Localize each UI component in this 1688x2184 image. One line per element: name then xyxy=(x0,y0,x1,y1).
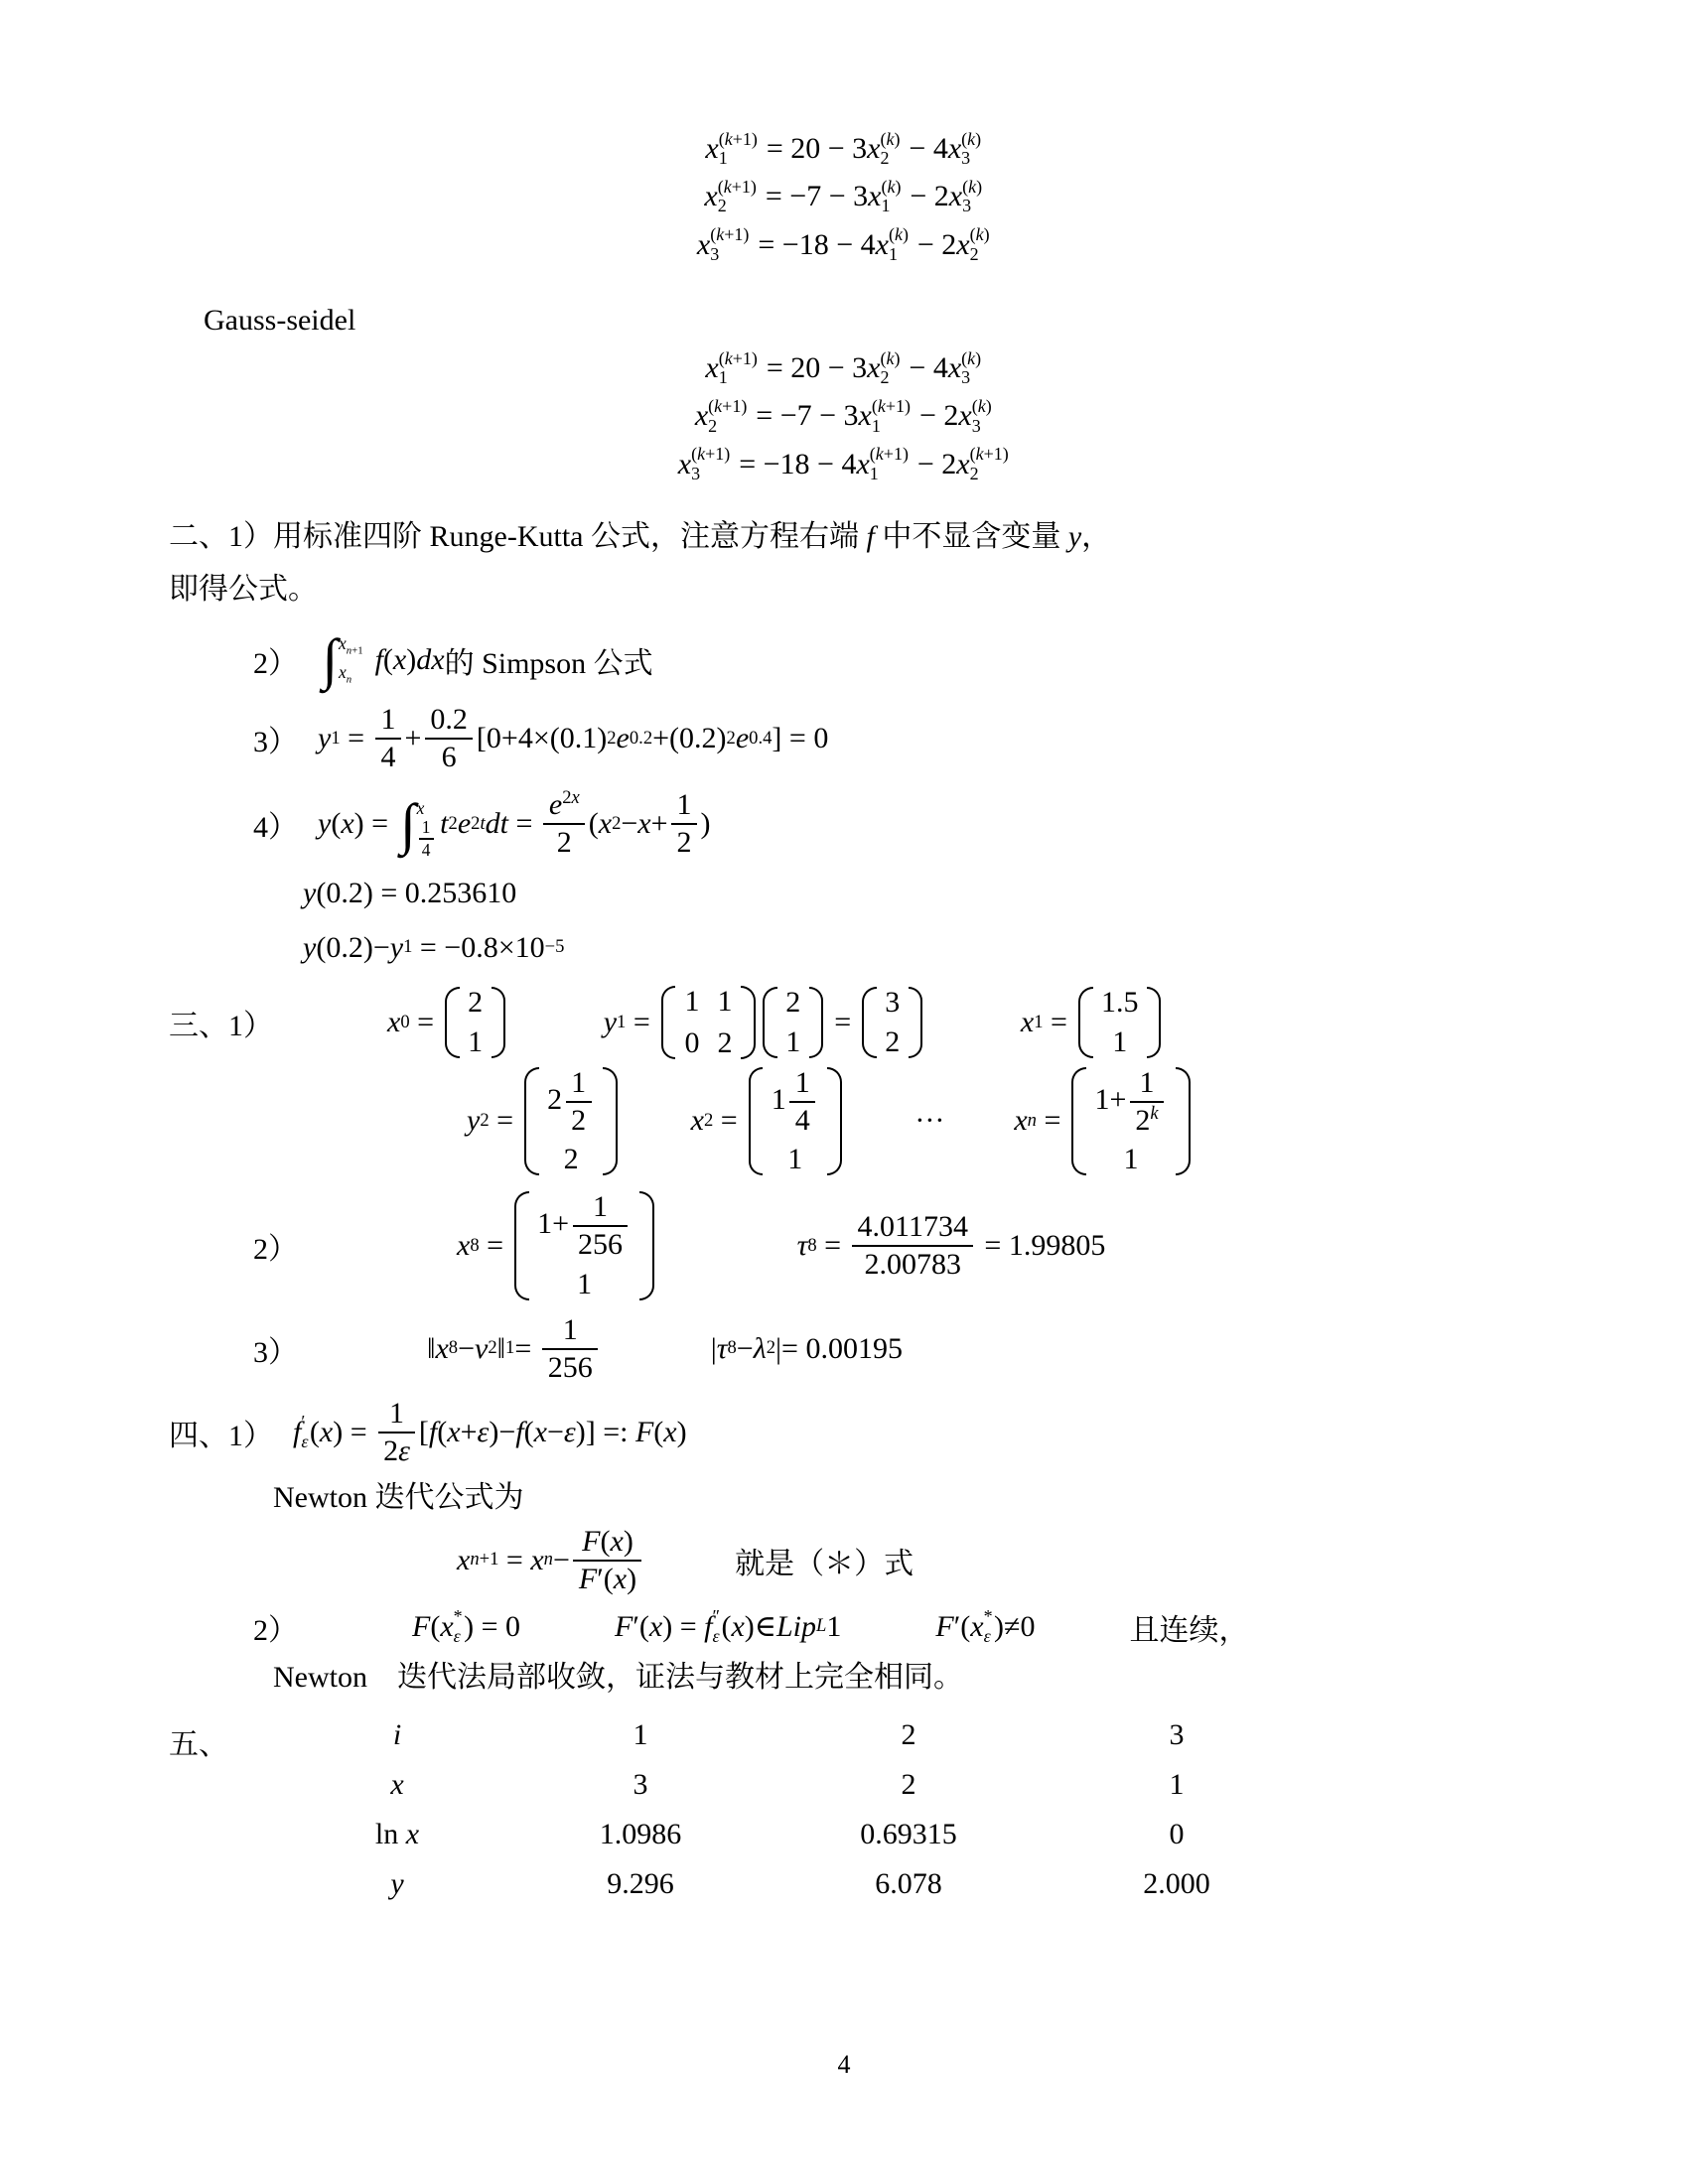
section-2-item-4 xyxy=(253,787,1519,861)
section-2-item-2 xyxy=(253,628,1519,692)
tau8-ratio: τ 8 = $\frac{4.011734}{2.00783}$ = 1 . 9 9 8 0 5 xyxy=(796,1209,1106,1281)
F-derivative-nonzero: F ′ ( x * ε ) ≠ 0 xyxy=(935,1606,1036,1646)
section-5 xyxy=(169,1713,1519,1906)
gauss-equation-2 xyxy=(169,391,1519,439)
page-number: 4 xyxy=(837,2050,851,2079)
jacobi-equation-2 xyxy=(169,172,1519,219)
section-2-intro-line1 xyxy=(169,511,1519,564)
table-cell: 1 xyxy=(633,1717,648,1751)
table-row-label: x xyxy=(390,1767,404,1801)
formula-note-text: 就是（＊）式 xyxy=(735,1547,914,1580)
eigenvalue-error: | τ 8 − λ 2 | = 0 . 0 0 1 9 5 xyxy=(710,1331,903,1365)
math-expression: x (k+1) 1 = 2 0 − 3 x (k) 2 − 4 x (k) 3 xyxy=(705,347,982,388)
item-label: 3） xyxy=(253,1335,298,1369)
table-cell: 6.078 xyxy=(875,1866,942,1900)
jacobi-equation-3 xyxy=(169,220,1519,268)
item-label: 2） xyxy=(253,646,298,680)
table-cell: 9.296 xyxy=(607,1866,674,1900)
F-derivative-lipschitz: F ′ ( x ) = f ″ ε ( x ) ∈ L i p L 1 xyxy=(615,1606,842,1646)
jacobi-equation-1 xyxy=(169,124,1519,172)
newton-iteration-formula: x n+1 = x n − $\frac{F(x)}{F'(x)}$ xyxy=(457,1524,645,1597)
section-4-item-1 xyxy=(169,1396,1519,1469)
section-3-item-3 xyxy=(253,1312,1519,1386)
table-cell: 1.0986 xyxy=(599,1817,682,1850)
section-2-intro-line2: 即得公式。 xyxy=(169,572,318,606)
y02-value xyxy=(303,871,1519,915)
section-4-label: 四、1） xyxy=(169,1419,273,1452)
y1-formula: y 1 = $\frac{1}{4}$ + $\frac{0.2}{6}$ [ 0 + 4 × ( 0 . 1 ) 2 e 0.2 + ( 0 . 2 ) 2 e 0.4 ] = 0 xyxy=(318,703,829,774)
table-row-label: i xyxy=(392,1717,402,1751)
table-row-label: y xyxy=(390,1866,404,1900)
yx-integral-formula: y ( x ) = ∫ x $\frac{1}{4}$ t 2 e 2t d t = $\frac{e^{2x}}{2}$ ( x 2 − x + $\frac{1}{2}$ ) xyxy=(318,787,711,861)
interpolation-table xyxy=(288,1713,1311,1906)
newton-intro-text: Newton 迭代公式为 xyxy=(273,1480,524,1514)
y02-error xyxy=(303,925,1519,970)
section-3-row-1 xyxy=(169,984,1519,1060)
table-cell: 3 xyxy=(633,1767,648,1801)
math-expression: x (k+1) 3 = − 1 8 − 4 x (k+1) 1 − 2 x (k+1) 2 xyxy=(677,444,1009,483)
x8-vector: x 8 = 1+ $\frac{1}{256}$ 1 xyxy=(457,1189,658,1302)
item-label: 3） xyxy=(253,726,298,759)
y1-matrix-product: y 1 = 1 1 0 2 2 1 = 3 2 xyxy=(604,984,926,1060)
math-expression: y ( 0 . 2 ) = 0 . 2 5 3 6 1 0 xyxy=(303,877,517,910)
newton-iteration-line xyxy=(457,1524,1519,1597)
math-expression: x (k+1) 3 = − 1 8 − 4 x (k) 1 − 2 x (k) 2 xyxy=(696,224,990,264)
table-cell: 2.000 xyxy=(1143,1866,1210,1900)
section-2-item-3 xyxy=(253,702,1519,775)
section-3-row-2 xyxy=(467,1065,1519,1178)
math-expression: 二 、 1 ） 用 标 准 四 阶 Runge-Kutta 公 式 ， 注 意 方 程 右 端 f 中 不 显 含 变 量 y ， xyxy=(169,520,1112,554)
table-row-label: ln x xyxy=(374,1817,420,1850)
table-cell: 0 xyxy=(1169,1817,1185,1850)
gauss-equation-3 xyxy=(169,440,1519,487)
section-3-item-2 xyxy=(253,1189,1519,1302)
math-expression: x (k+1) 2 = − 7 − 3 x (k) 1 − 2 x (k) 3 xyxy=(704,177,983,216)
table-cell: 1 xyxy=(1169,1767,1185,1801)
table-cell: 0.69315 xyxy=(860,1817,957,1850)
newton-conclusion-text: Newton 迭代法局部收敛，证法与教材上完全相同。 xyxy=(273,1660,963,1694)
math-expression: x (k+1) 2 = − 7 − 3 x (k+1) 1 − 2 x (k) 3 xyxy=(694,396,992,436)
section-4-item-2 xyxy=(253,1605,1519,1649)
central-difference-formula: f ′ ε ( x ) = $\frac{1}{2\varepsilon}$ [ f ( x + ε ) − f ( x − ε ) ] = : F ( x ) xyxy=(293,1396,687,1467)
table-cell: 2 xyxy=(901,1717,916,1751)
x0-vector: x 0 = 2 1 xyxy=(387,985,509,1060)
section-3-label: 三、1） xyxy=(169,1009,273,1042)
simpson-integral: ∫ $x_{n+1}$ $x_n$ f ( x ) d x xyxy=(322,628,445,692)
simpson-suffix-text: 的 Simpson 公式 xyxy=(444,646,653,680)
F-root-condition: F ( x * ε ) = 0 xyxy=(412,1606,521,1646)
table-cell: 2 xyxy=(901,1767,916,1801)
x2-vector: x 2 = 1 $\frac{1}{4}$ 1 xyxy=(691,1065,846,1178)
norm-difference: ‖ x 8 − v 2 ‖ 1 = $\frac{1}{256}$ xyxy=(427,1312,602,1386)
y2-vector: y 2 = 2 $\frac{1}{2}$ 2 xyxy=(467,1065,622,1178)
ellipsis: · · · xyxy=(914,1104,945,1138)
gauss-seidel-label: Gauss-seidel xyxy=(204,304,356,338)
continuity-suffix-text: 且连续， xyxy=(1129,1613,1249,1647)
xn-vector: x n = 1+ $\frac{1}{2^k}$ 1 xyxy=(1014,1065,1194,1178)
math-expression: y ( 0 . 2 ) − y 1 = − 0 . 8 × 1 0 −5 xyxy=(303,931,565,965)
item-label: 2） xyxy=(253,1232,298,1266)
table-cell: 3 xyxy=(1169,1717,1185,1751)
section-5-label: 五、 xyxy=(169,1727,228,1761)
item-label: 2） xyxy=(253,1613,298,1647)
item-label: 4） xyxy=(253,811,298,845)
math-expression: x (k+1) 1 = 2 0 − 3 x (k) 2 − 4 x (k) 3 xyxy=(705,128,982,169)
x1-vector: x 1 = 1.5 1 xyxy=(1021,985,1165,1060)
gauss-equation-1 xyxy=(169,343,1519,391)
